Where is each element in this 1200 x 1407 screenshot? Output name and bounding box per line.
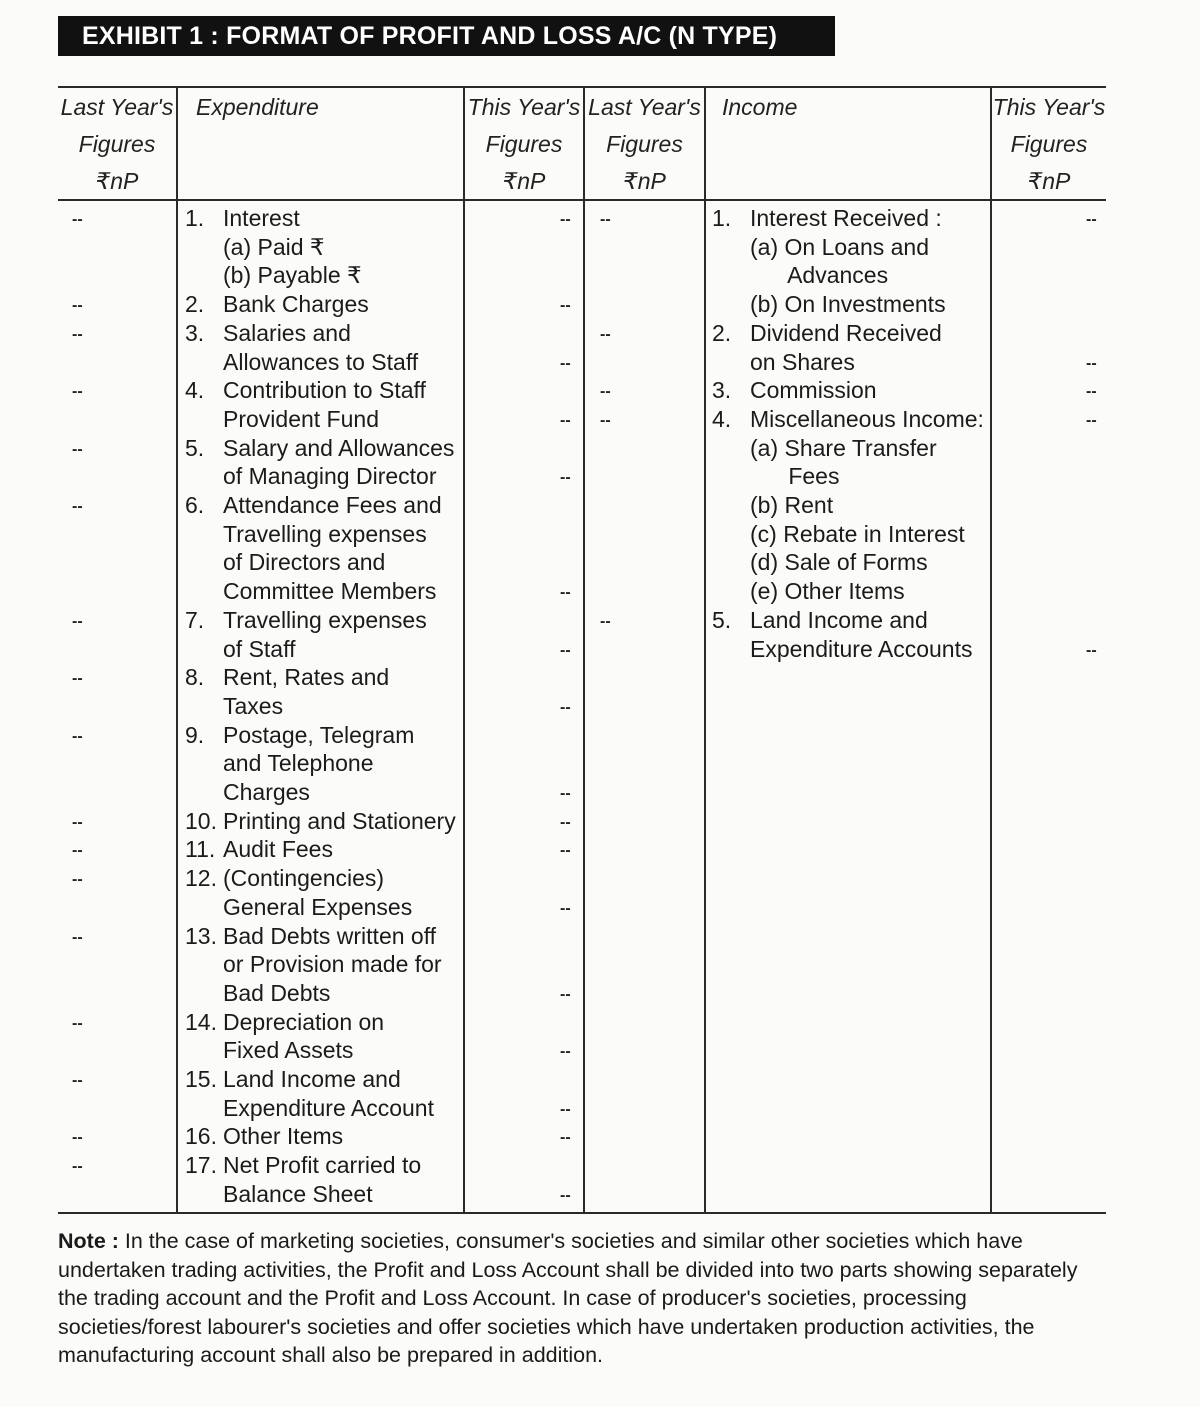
item-text: Taxes — [223, 692, 284, 719]
item-number: 3. — [712, 377, 732, 404]
item-text: General Expenses — [223, 893, 413, 920]
amount-placeholder: -- — [72, 670, 83, 688]
amount-placeholder: -- — [560, 411, 571, 429]
table-bottom-rule — [58, 1212, 1106, 1214]
item-text: Fees — [750, 463, 840, 490]
item-text: Bad Debts written off — [223, 922, 437, 949]
item-text: Audit Fees — [223, 836, 333, 863]
amount-placeholder: -- — [560, 698, 571, 716]
amount-placeholder: -- — [560, 842, 571, 860]
item-number: 8. — [185, 664, 205, 691]
note-label: Note : — [58, 1229, 119, 1253]
item-text: Land Income and — [223, 1066, 401, 1092]
amount-placeholder: -- — [72, 498, 83, 515]
header-this-year-right: This Year's Figures ₹nP — [992, 94, 1106, 194]
header-income: Income — [722, 94, 798, 120]
item-text: of Managing Director — [223, 463, 437, 490]
item-number: 15. — [185, 1066, 217, 1092]
amount-placeholder: -- — [600, 411, 611, 429]
item-text: on Shares — [750, 348, 855, 375]
item-text: (d) Sale of Forms — [750, 549, 928, 576]
item-text: Travelling expenses — [223, 520, 427, 547]
item-text: (b) Payable ₹ — [223, 262, 362, 289]
item-text: (a) Paid ₹ — [223, 233, 325, 260]
amount-placeholder: -- — [560, 469, 571, 487]
amount-placeholder: -- — [72, 727, 83, 745]
item-number: 12. — [185, 865, 217, 892]
item-text: Expenditure Accounts — [750, 635, 973, 662]
amount-placeholder: -- — [560, 785, 571, 802]
item-number: 14. — [185, 1008, 217, 1035]
amount-placeholder: -- — [72, 1014, 83, 1032]
item-number: 10. — [185, 807, 217, 834]
item-number: 6. — [185, 492, 205, 518]
item-number: 4. — [712, 405, 732, 432]
amount-placeholder: -- — [560, 1100, 571, 1118]
item-text: Travelling expenses — [223, 606, 427, 633]
amount-placeholder: -- — [72, 211, 83, 228]
item-text: or Provision made for — [223, 951, 442, 978]
item-text: Commission — [750, 377, 877, 404]
item-text: Rent, Rates and — [223, 664, 390, 691]
item-text: Net Profit carried to — [223, 1152, 422, 1179]
note-text: In the case of marketing societies, consumer's societies and similar other societies which have undertaken trading activities, the Profit and Loss Account shall be divided into two parts showing separately the trading account and the Profit and Loss Account. In case of producer's societies, processing societies/forest labourer's societies and offer societies which have undertaken production activities, the manufacturing account shall also be prepared in addition. — [58, 1229, 1078, 1367]
amount-placeholder: -- — [72, 325, 83, 343]
col-divider-5 — [990, 87, 992, 1213]
amount-placeholder: -- — [1086, 411, 1097, 429]
item-text: Committee Members — [223, 578, 437, 605]
item-text: and Telephone — [223, 750, 374, 777]
amount-placeholder: -- — [600, 325, 611, 343]
amount-placeholder: -- — [72, 871, 83, 889]
amount-placeholder: -- — [1086, 641, 1097, 659]
col-divider-3 — [583, 87, 585, 1213]
amount-placeholder: -- — [1086, 354, 1097, 372]
item-number: 2. — [712, 319, 732, 346]
item-number: 1. — [185, 205, 205, 231]
amount-placeholder: -- — [72, 440, 83, 458]
item-text: Dividend Received — [750, 319, 942, 346]
col-divider-4 — [704, 87, 706, 1213]
item-text: Salaries and — [223, 319, 351, 346]
amount-placeholder: -- — [560, 584, 571, 602]
amount-placeholder: -- — [560, 354, 571, 372]
item-number: 7. — [185, 606, 205, 633]
amount-placeholder: -- — [1086, 383, 1097, 401]
item-text: Attendance Fees and — [223, 492, 442, 518]
item-text: (c) Rebate in Interest — [750, 520, 965, 547]
item-text: Postage, Telegram — [223, 721, 415, 748]
amount-placeholder: -- — [72, 612, 83, 630]
item-text: Contribution to Staff — [223, 377, 426, 404]
item-text: Provident Fund — [223, 405, 379, 432]
item-text: Printing and Stationery — [223, 807, 456, 834]
amount-placeholder: -- — [72, 928, 83, 946]
amount-placeholder: -- — [600, 612, 611, 630]
item-text: Depreciation on — [223, 1008, 385, 1035]
amount-placeholder: -- — [72, 1158, 83, 1176]
table-top-rule — [58, 86, 1106, 88]
item-text: Salary and Allowances — [223, 434, 455, 461]
item-text: (b) Rent — [750, 492, 834, 518]
item-text: Fixed Assets — [223, 1037, 354, 1064]
amount-placeholder: -- — [72, 297, 83, 315]
header-last-year-left: Last Year's Figures ₹nP — [60, 94, 174, 194]
amount-placeholder: -- — [560, 1186, 571, 1204]
item-text: Land Income and — [750, 606, 928, 633]
amount-placeholder: -- — [72, 842, 83, 860]
item-text: Miscellaneous Income: — [750, 405, 984, 432]
item-text: (a) Share Transfer — [750, 434, 937, 461]
item-text: (Contingencies) — [223, 865, 385, 892]
item-text: Advances — [750, 262, 889, 289]
item-text: Bank Charges — [223, 291, 369, 318]
item-text: (e) Other Items — [750, 578, 905, 605]
amount-placeholder: -- — [72, 813, 83, 831]
item-text: Allowances to Staff — [223, 348, 419, 375]
item-number: 9. — [185, 721, 205, 748]
item-text: Interest — [223, 205, 300, 231]
col-divider-1 — [176, 87, 178, 1213]
item-text: of Directors and — [223, 549, 386, 576]
amount-placeholder: -- — [1086, 211, 1097, 228]
item-text: Expenditure Account — [223, 1094, 434, 1121]
item-number: 5. — [712, 606, 732, 633]
item-text: Other Items — [223, 1123, 344, 1150]
amount-placeholder: -- — [600, 211, 611, 228]
item-number: 4. — [185, 377, 205, 404]
item-text: (b) On Investments — [750, 291, 946, 318]
item-number: 17. — [185, 1152, 217, 1179]
item-number: 5. — [185, 434, 205, 461]
item-number: 11. — [185, 836, 216, 863]
amount-placeholder: -- — [560, 211, 571, 228]
header-expenditure: Expenditure — [196, 94, 319, 120]
header-last-year-right: Last Year's Figures ₹nP — [588, 94, 701, 194]
item-number: 16. — [185, 1123, 217, 1150]
amount-placeholder: -- — [72, 383, 83, 401]
exhibit-title: EXHIBIT 1 : FORMAT OF PROFIT AND LOSS A/C (N TYPE) — [58, 16, 835, 56]
item-text: Balance Sheet — [223, 1180, 373, 1207]
item-number: 1. — [712, 205, 732, 231]
amount-placeholder: -- — [560, 297, 571, 315]
item-number: 2. — [185, 291, 205, 318]
amount-placeholder: -- — [600, 383, 611, 401]
item-text: Bad Debts — [223, 979, 331, 1006]
amount-placeholder: -- — [560, 985, 571, 1003]
item-text: Interest Received : — [750, 205, 942, 231]
item-number: 13. — [185, 922, 217, 949]
col-divider-2 — [463, 87, 465, 1213]
item-text: (a) On Loans and — [750, 233, 930, 260]
item-number: 3. — [185, 319, 205, 346]
item-text: of Staff — [223, 635, 296, 662]
amount-placeholder: -- — [560, 1043, 571, 1061]
amount-placeholder: -- — [560, 641, 571, 659]
amount-placeholder: -- — [560, 813, 571, 831]
amount-placeholder: -- — [72, 1129, 83, 1147]
footnote — [58, 1227, 1108, 1370]
amount-placeholder: -- — [560, 1129, 571, 1147]
header-this-year-left: This Year's Figures ₹nP — [467, 94, 581, 194]
amount-placeholder: -- — [72, 1072, 83, 1089]
amount-placeholder: -- — [560, 899, 571, 917]
item-text: Charges — [223, 779, 310, 805]
